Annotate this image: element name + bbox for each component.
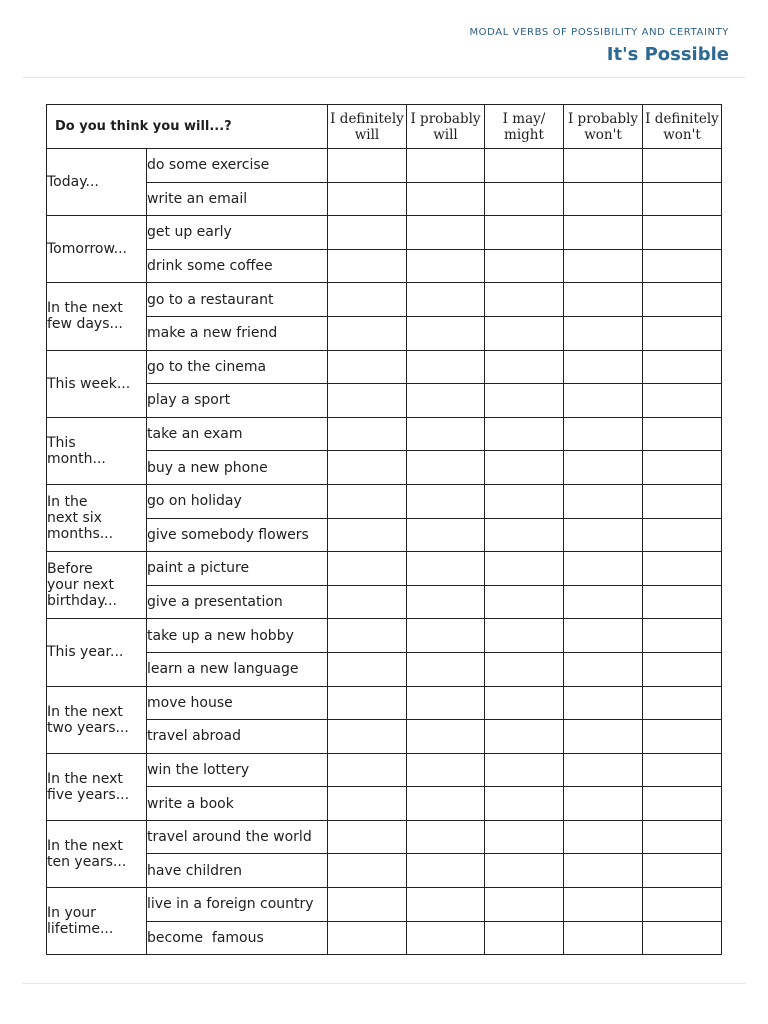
answer-cell-definitely-wont[interactable] — [643, 921, 722, 955]
answer-cell-probably-wont[interactable] — [564, 619, 643, 653]
activity-label: get up early — [147, 216, 328, 250]
answer-cell-definitely-will[interactable] — [328, 921, 407, 955]
time-period-label: This week... — [47, 350, 147, 417]
answer-cell-definitely-will[interactable] — [328, 182, 407, 216]
answer-cell-may-might[interactable] — [485, 552, 564, 586]
table-row — [47, 249, 722, 283]
time-period-label: Before your next birthday... — [47, 552, 147, 619]
table-row — [47, 417, 722, 451]
answer-cell-may-might[interactable] — [485, 216, 564, 250]
answer-cell-may-might[interactable] — [485, 384, 564, 418]
answer-cell-probably-wont[interactable] — [564, 484, 643, 518]
time-period-label: Tomorrow... — [47, 216, 147, 283]
answer-cell-definitely-wont[interactable] — [643, 585, 722, 619]
activity-label: become famous — [147, 921, 328, 955]
answer-cell-probably-will[interactable] — [407, 888, 485, 922]
answer-cell-definitely-wont[interactable] — [643, 216, 722, 250]
answer-cell-definitely-wont[interactable] — [643, 316, 722, 350]
time-period-label: In the next five years... — [47, 753, 147, 820]
activity-label: paint a picture — [147, 552, 328, 586]
answer-cell-definitely-wont[interactable] — [643, 888, 722, 922]
answer-cell-definitely-wont[interactable] — [643, 283, 722, 317]
answer-cell-may-might[interactable] — [485, 350, 564, 384]
answer-cell-may-might[interactable] — [485, 283, 564, 317]
answer-cell-definitely-wont[interactable] — [643, 451, 722, 485]
time-period-label: In the next six months... — [47, 484, 147, 551]
table-row — [47, 753, 722, 787]
activity-label: take an exam — [147, 417, 328, 451]
answer-cell-definitely-will[interactable] — [328, 149, 407, 183]
answer-cell-definitely-wont[interactable] — [643, 417, 722, 451]
answer-cell-probably-wont[interactable] — [564, 149, 643, 183]
answer-cell-probably-will[interactable] — [407, 619, 485, 653]
activity-label: drink some coffee — [147, 249, 328, 283]
answer-cell-probably-wont[interactable] — [564, 350, 643, 384]
answer-cell-definitely-wont[interactable] — [643, 182, 722, 216]
answer-cell-definitely-will[interactable] — [328, 518, 407, 552]
footer-divider — [22, 983, 746, 984]
answer-cell-probably-will[interactable] — [407, 484, 485, 518]
answer-cell-probably-will[interactable] — [407, 552, 485, 586]
activity-label: play a sport — [147, 384, 328, 418]
answer-cell-probably-will[interactable] — [407, 720, 485, 754]
table-row — [47, 552, 722, 586]
answer-cell-may-might[interactable] — [485, 720, 564, 754]
answer-cell-probably-wont[interactable] — [564, 753, 643, 787]
answer-cell-definitely-will[interactable] — [328, 619, 407, 653]
table-row — [47, 484, 722, 518]
table-row — [47, 350, 722, 384]
answer-cell-definitely-wont[interactable] — [643, 720, 722, 754]
table-row — [47, 652, 722, 686]
activity-label: win the lottery — [147, 753, 328, 787]
answer-cell-definitely-will[interactable] — [328, 316, 407, 350]
table-row — [47, 149, 722, 183]
answer-cell-definitely-will[interactable] — [328, 585, 407, 619]
answer-cell-definitely-will[interactable] — [328, 854, 407, 888]
answer-cell-probably-will[interactable] — [407, 350, 485, 384]
answer-cell-may-might[interactable] — [485, 149, 564, 183]
answer-cell-probably-wont[interactable] — [564, 384, 643, 418]
table-row — [47, 316, 722, 350]
answer-cell-definitely-will[interactable] — [328, 417, 407, 451]
table-row — [47, 585, 722, 619]
answer-cell-definitely-will[interactable] — [328, 686, 407, 720]
answer-cell-probably-will[interactable] — [407, 384, 485, 418]
answer-cell-may-might[interactable] — [485, 585, 564, 619]
answer-cell-may-might[interactable] — [485, 182, 564, 216]
table-row — [47, 518, 722, 552]
answer-cell-probably-wont[interactable] — [564, 888, 643, 922]
answer-cell-may-might[interactable] — [485, 451, 564, 485]
answer-cell-probably-will[interactable] — [407, 854, 485, 888]
answer-cell-probably-will[interactable] — [407, 787, 485, 821]
activity-label: make a new friend — [147, 316, 328, 350]
worksheet-title: It's Possible — [606, 44, 729, 65]
answer-cell-probably-will[interactable] — [407, 820, 485, 854]
activity-label: live in a foreign country — [147, 888, 328, 922]
answer-cell-probably-wont[interactable] — [564, 921, 643, 955]
time-period-label: In the next few days... — [47, 283, 147, 350]
answer-cell-probably-will[interactable] — [407, 585, 485, 619]
answer-cell-may-might[interactable] — [485, 249, 564, 283]
option-header-definitely-will: I definitely will — [328, 105, 407, 149]
activity-label: buy a new phone — [147, 451, 328, 485]
table-row — [47, 854, 722, 888]
answer-cell-may-might[interactable] — [485, 921, 564, 955]
answer-cell-probably-will[interactable] — [407, 149, 485, 183]
answer-cell-may-might[interactable] — [485, 316, 564, 350]
answer-cell-definitely-wont[interactable] — [643, 484, 722, 518]
answer-cell-may-might[interactable] — [485, 619, 564, 653]
answer-cell-probably-will[interactable] — [407, 686, 485, 720]
question-header: Do you think you will...? — [47, 105, 328, 149]
answer-cell-probably-wont[interactable] — [564, 787, 643, 821]
activity-label: move house — [147, 686, 328, 720]
time-period-label: This year... — [47, 619, 147, 686]
answer-cell-probably-wont[interactable] — [564, 518, 643, 552]
answer-cell-definitely-will[interactable] — [328, 652, 407, 686]
answer-cell-definitely-wont[interactable] — [643, 350, 722, 384]
answer-cell-probably-wont[interactable] — [564, 316, 643, 350]
table-row — [47, 921, 722, 955]
answer-cell-probably-wont[interactable] — [564, 854, 643, 888]
answer-cell-definitely-will[interactable] — [328, 249, 407, 283]
answer-cell-may-might[interactable] — [485, 888, 564, 922]
time-period-label: In the next ten years... — [47, 820, 147, 887]
answer-cell-definitely-will[interactable] — [328, 216, 407, 250]
table-row — [47, 720, 722, 754]
answer-cell-probably-will[interactable] — [407, 283, 485, 317]
answer-cell-probably-wont[interactable] — [564, 820, 643, 854]
answer-cell-probably-wont[interactable] — [564, 720, 643, 754]
table-row — [47, 384, 722, 418]
answer-cell-probably-wont[interactable] — [564, 585, 643, 619]
answer-cell-probably-will[interactable] — [407, 417, 485, 451]
activity-label: write a book — [147, 787, 328, 821]
answer-cell-definitely-wont[interactable] — [643, 384, 722, 418]
answer-cell-definitely-will[interactable] — [328, 350, 407, 384]
answer-cell-definitely-will[interactable] — [328, 384, 407, 418]
answer-cell-definitely-will[interactable] — [328, 820, 407, 854]
activity-label: go to the cinema — [147, 350, 328, 384]
answer-cell-probably-wont[interactable] — [564, 552, 643, 586]
activity-label: have children — [147, 854, 328, 888]
table-row — [47, 283, 722, 317]
table-header-row — [47, 105, 722, 149]
answer-cell-probably-will[interactable] — [407, 182, 485, 216]
answer-cell-probably-wont[interactable] — [564, 451, 643, 485]
header-divider — [22, 77, 746, 78]
answer-cell-definitely-will[interactable] — [328, 484, 407, 518]
answer-cell-probably-wont[interactable] — [564, 216, 643, 250]
answer-cell-probably-will[interactable] — [407, 249, 485, 283]
activity-label: go on holiday — [147, 484, 328, 518]
activity-label: take up a new hobby — [147, 619, 328, 653]
table-row — [47, 216, 722, 250]
table-body — [47, 149, 722, 955]
answer-cell-definitely-wont[interactable] — [643, 787, 722, 821]
answer-cell-probably-will[interactable] — [407, 451, 485, 485]
answer-cell-definitely-wont[interactable] — [643, 652, 722, 686]
option-header-definitely-wont: I definitely won't — [643, 105, 722, 149]
activity-label: go to a restaurant — [147, 283, 328, 317]
answer-cell-may-might[interactable] — [485, 787, 564, 821]
option-header-probably-wont: I probably won't — [564, 105, 643, 149]
table-row — [47, 888, 722, 922]
answer-cell-definitely-will[interactable] — [328, 787, 407, 821]
answer-cell-definitely-wont[interactable] — [643, 686, 722, 720]
answer-cell-probably-wont[interactable] — [564, 417, 643, 451]
activity-label: give somebody flowers — [147, 518, 328, 552]
activity-label: write an email — [147, 182, 328, 216]
answer-cell-probably-will[interactable] — [407, 518, 485, 552]
activity-label: learn a new language — [147, 652, 328, 686]
answer-cell-may-might[interactable] — [485, 753, 564, 787]
answer-cell-definitely-wont[interactable] — [643, 820, 722, 854]
answer-cell-definitely-wont[interactable] — [643, 753, 722, 787]
answer-cell-definitely-will[interactable] — [328, 552, 407, 586]
answer-cell-probably-will[interactable] — [407, 652, 485, 686]
activity-label: travel abroad — [147, 720, 328, 754]
time-period-label: Today... — [47, 149, 147, 216]
answer-cell-definitely-wont[interactable] — [643, 518, 722, 552]
answer-cell-probably-will[interactable] — [407, 216, 485, 250]
survey-table — [46, 104, 722, 955]
answer-cell-definitely-will[interactable] — [328, 753, 407, 787]
table-row — [47, 820, 722, 854]
answer-cell-definitely-wont[interactable] — [643, 552, 722, 586]
answer-cell-definitely-wont[interactable] — [643, 619, 722, 653]
answer-cell-probably-wont[interactable] — [564, 182, 643, 216]
answer-cell-definitely-will[interactable] — [328, 283, 407, 317]
answer-cell-definitely-wont[interactable] — [643, 854, 722, 888]
answer-cell-may-might[interactable] — [485, 484, 564, 518]
answer-cell-probably-will[interactable] — [407, 316, 485, 350]
worksheet-subtitle: MODAL VERBS OF POSSIBILITY AND CERTAINTY — [469, 27, 729, 38]
answer-cell-may-might[interactable] — [485, 652, 564, 686]
time-period-label: In your lifetime... — [47, 888, 147, 955]
answer-cell-definitely-will[interactable] — [328, 451, 407, 485]
answer-cell-probably-will[interactable] — [407, 753, 485, 787]
answer-cell-may-might[interactable] — [485, 854, 564, 888]
option-header-may-might: I may/ might — [485, 105, 564, 149]
table-row — [47, 787, 722, 821]
answer-cell-probably-wont[interactable] — [564, 283, 643, 317]
answer-cell-may-might[interactable] — [485, 518, 564, 552]
activity-label: do some exercise — [147, 149, 328, 183]
answer-cell-probably-wont[interactable] — [564, 686, 643, 720]
table-row — [47, 182, 722, 216]
answer-cell-may-might[interactable] — [485, 820, 564, 854]
answer-cell-probably-wont[interactable] — [564, 652, 643, 686]
activity-label: give a presentation — [147, 585, 328, 619]
answer-cell-probably-will[interactable] — [407, 921, 485, 955]
table-row — [47, 451, 722, 485]
answer-cell-definitely-will[interactable] — [328, 720, 407, 754]
answer-cell-probably-wont[interactable] — [564, 249, 643, 283]
answer-cell-definitely-wont[interactable] — [643, 149, 722, 183]
table-row — [47, 619, 722, 653]
answer-cell-may-might[interactable] — [485, 417, 564, 451]
answer-cell-definitely-will[interactable] — [328, 888, 407, 922]
table-row — [47, 686, 722, 720]
time-period-label: In the next two years... — [47, 686, 147, 753]
answer-cell-may-might[interactable] — [485, 686, 564, 720]
answer-cell-definitely-wont[interactable] — [643, 249, 722, 283]
activity-label: travel around the world — [147, 820, 328, 854]
time-period-label: This month... — [47, 417, 147, 484]
option-header-probably-will: I probably will — [407, 105, 485, 149]
